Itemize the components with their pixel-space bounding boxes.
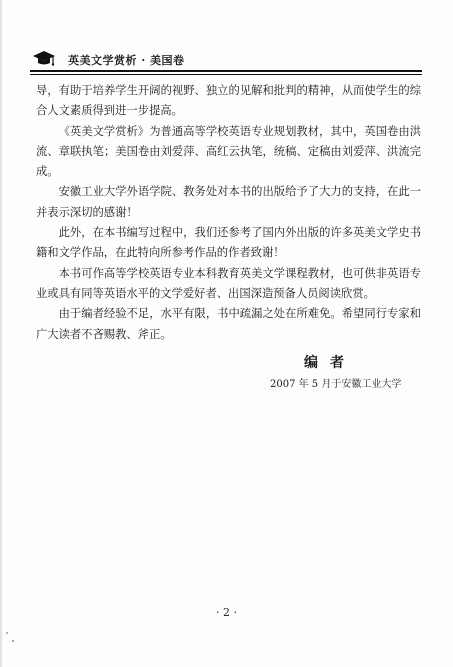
header-title: 英美文学赏析 · 美国卷 — [68, 54, 185, 67]
paragraph-continuation: 导，有助于培养学生开阔的视野、独立的见解和批判的精神，从而使学生的综合人文素质得到进一步提高。 — [36, 84, 421, 118]
paragraph-errata: 由于编者经验不足，水平有限，书中疏漏之处在所难免。希望同行专家和广大读者不吝赐教、斧正。 — [36, 307, 421, 341]
running-header — [30, 50, 422, 70]
scan-speck — [12, 640, 14, 642]
paragraph-thanks-references: 此外，在本书编写过程中，我们还参考了国内外出版的许多英美文学史书籍和文学作品，在此特向所参考作品的作者致谢！ — [36, 226, 421, 260]
body-text — [36, 81, 421, 345]
paragraph-audience: 本书可作高等学校英语专业本科教育英美文学课程教材，也可供非英语专业或具有同等英语水平的文学爱好者、出国深造预备人员阅读欣赏。 — [36, 266, 421, 300]
date-place-line: 2007 年 5 月于安徽工业大学 — [270, 379, 402, 390]
scan-edge-shadow — [0, 0, 3, 667]
scan-speck — [6, 632, 8, 634]
graduation-cap-icon — [32, 50, 56, 68]
page-number: · 2 · — [216, 606, 237, 619]
header-rule-thin — [30, 74, 422, 75]
paragraph-thanks-school: 安徽工业大学外语学院、教务处对本书的出版给予了大力的支持，在此一并表示深切的感谢！ — [36, 185, 421, 219]
paragraph-authors: 《英美文学赏析》为普通高等学校英语专业规划教材，其中，英国卷由洪流、章联执笔；美国卷由刘爱萍、高红云执笔，统稿、定稿由刘爱萍、洪流完成。 — [36, 124, 421, 179]
signature-editors: 编者 — [304, 355, 356, 371]
header-rule-thick — [30, 70, 422, 72]
